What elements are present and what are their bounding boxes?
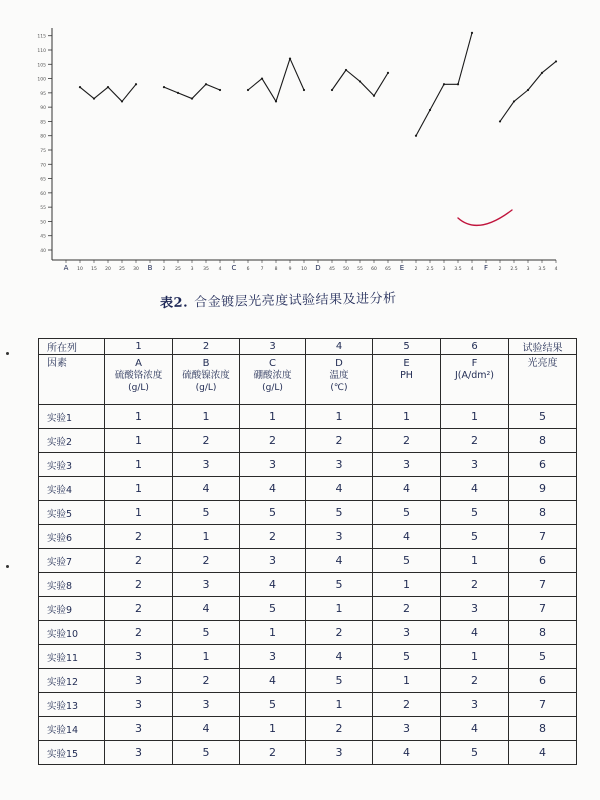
level-cell: 5	[306, 501, 373, 525]
y-tick-label: 40	[40, 249, 46, 254]
factor-unit: (℃)	[330, 383, 348, 393]
level-cell: 1	[441, 645, 509, 669]
factor-letter: A	[135, 358, 142, 369]
experiment-name: 实验4	[39, 477, 105, 501]
level-cell: 1	[105, 405, 173, 429]
level-cell: 2	[105, 621, 173, 645]
y-tick-label: 70	[40, 163, 46, 169]
factor-letter: B	[202, 358, 210, 369]
x-tick-label: E	[399, 264, 405, 272]
annotation-layer	[458, 210, 512, 225]
level-cell: 1	[441, 405, 509, 429]
x-tick-label: 2	[498, 267, 502, 272]
data-point	[555, 60, 557, 62]
level-cell: 5	[240, 597, 306, 621]
x-tick-label: 10	[301, 267, 307, 272]
result-subheader: 光亮度	[527, 358, 558, 369]
level-cell: 3	[173, 453, 240, 477]
data-point	[275, 100, 277, 102]
data-point	[121, 100, 123, 102]
level-cell: 2	[173, 549, 240, 573]
level-cell: 1	[373, 573, 441, 597]
table-row	[39, 597, 577, 621]
level-cell: 5	[306, 669, 373, 693]
level-cell: 5	[173, 741, 240, 765]
level-cell: 4	[173, 477, 240, 501]
result-subheader-cell	[509, 355, 577, 405]
data-point	[93, 97, 95, 99]
x-tick-label: 4	[554, 267, 558, 272]
factor-name: PH	[400, 370, 413, 381]
level-cell: 4	[373, 525, 441, 549]
data-point	[429, 109, 431, 111]
table-row	[39, 453, 577, 477]
x-tick-label: 60	[371, 267, 377, 272]
x-tick-label: 25	[119, 267, 125, 272]
x-axis	[52, 260, 558, 272]
x-tick-label: 3	[442, 267, 446, 272]
experiment-name: 实验15	[39, 741, 105, 765]
level-cell: 5	[441, 741, 509, 765]
results-table	[38, 338, 577, 765]
header-row-factors	[39, 355, 577, 405]
level-cell: 2	[306, 621, 373, 645]
x-tick-label: C	[231, 264, 237, 272]
factor-cell	[173, 355, 240, 405]
level-cell: 4	[240, 669, 306, 693]
level-cell: 1	[105, 501, 173, 525]
x-tick-label: 6	[246, 267, 250, 272]
level-cell: 3	[105, 645, 173, 669]
y-tick-label: 105	[37, 63, 46, 69]
x-tick-label: 3.5	[454, 267, 462, 272]
level-cell: 2	[105, 573, 173, 597]
data-point	[443, 83, 445, 85]
column-number: 1	[105, 339, 173, 355]
level-cell: 3	[173, 573, 240, 597]
level-cell: 1	[306, 597, 373, 621]
series-line-C	[248, 59, 304, 102]
factor-cell	[105, 355, 173, 405]
result-cell: 7	[509, 597, 577, 621]
x-tick-label: 8	[274, 267, 278, 272]
table-row	[39, 573, 577, 597]
level-cell: 1	[105, 453, 173, 477]
factor-letter: C	[269, 358, 276, 369]
level-cell: 3	[240, 453, 306, 477]
factor-name: 硫酸镍浓度	[182, 370, 230, 381]
y-tick-label: 90	[40, 106, 46, 112]
x-tick-label: 3.5	[538, 267, 546, 272]
level-cell: 4	[441, 717, 509, 741]
result-cell: 6	[509, 549, 577, 573]
level-cell: 1	[441, 549, 509, 573]
level-cell: 4	[306, 477, 373, 501]
level-cell: 3	[441, 453, 509, 477]
level-cell: 5	[373, 549, 441, 573]
scan-dot	[6, 565, 9, 568]
factor-cell	[306, 355, 373, 405]
level-cell: 3	[306, 525, 373, 549]
result-cell: 8	[509, 717, 577, 741]
x-tick-label: 4	[470, 267, 474, 272]
level-cell: 1	[173, 405, 240, 429]
series-line-B	[164, 84, 220, 98]
data-point	[219, 89, 221, 91]
column-number: 2	[173, 339, 240, 355]
x-tick-label: 50	[343, 267, 349, 272]
data-point	[345, 69, 347, 71]
level-cell: 2	[306, 429, 373, 453]
table-row	[39, 741, 577, 765]
series-layer	[79, 32, 557, 137]
data-point	[373, 95, 375, 97]
x-tick-label: 30	[133, 267, 139, 272]
x-tick-label: 2.5	[510, 267, 518, 272]
level-cell: 4	[373, 741, 441, 765]
level-cell: 4	[240, 573, 306, 597]
level-cell: 2	[105, 597, 173, 621]
level-cell: 4	[306, 645, 373, 669]
data-point	[331, 89, 333, 91]
y-tick-label: 115	[37, 34, 46, 40]
level-cell: 1	[373, 669, 441, 693]
result-cell: 5	[509, 405, 577, 429]
level-cell: 4	[306, 549, 373, 573]
result-cell: 7	[509, 693, 577, 717]
level-cell: 1	[240, 621, 306, 645]
level-cell: 2	[373, 693, 441, 717]
table-row	[39, 645, 577, 669]
data-point	[457, 83, 459, 85]
level-cell: 3	[441, 693, 509, 717]
column-number: 5	[373, 339, 441, 355]
result-cell: 8	[509, 501, 577, 525]
level-cell: 2	[105, 549, 173, 573]
table-row	[39, 669, 577, 693]
experiment-name: 实验11	[39, 645, 105, 669]
line-chart	[0, 0, 600, 290]
level-cell: 2	[240, 525, 306, 549]
result-cell: 8	[509, 429, 577, 453]
y-tick-label: 65	[40, 177, 46, 183]
level-cell: 3	[105, 669, 173, 693]
x-tick-label: 20	[105, 267, 111, 272]
level-cell: 2	[240, 741, 306, 765]
y-tick-label: 60	[40, 191, 46, 197]
level-cell: 3	[373, 717, 441, 741]
x-tick-label: 4	[218, 267, 222, 272]
level-cell: 5	[373, 501, 441, 525]
y-tick-label: 95	[40, 91, 46, 97]
level-cell: 2	[173, 669, 240, 693]
factor-name: J(A/dm²)	[454, 370, 494, 381]
data-point	[177, 92, 179, 94]
level-cell: 3	[105, 693, 173, 717]
level-cell: 1	[306, 693, 373, 717]
result-cell: 6	[509, 669, 577, 693]
level-cell: 2	[441, 429, 509, 453]
data-point	[191, 97, 193, 99]
x-tick-label: 3	[526, 267, 530, 272]
level-cell: 1	[240, 405, 306, 429]
data-point	[541, 72, 543, 74]
level-cell: 3	[306, 453, 373, 477]
data-point	[163, 86, 165, 88]
experiment-name: 实验13	[39, 693, 105, 717]
x-tick-label: 65	[385, 267, 391, 272]
result-header: 试验结果	[509, 339, 577, 355]
header-row-columns	[39, 339, 577, 355]
x-tick-label: 2.5	[426, 267, 434, 272]
table-row	[39, 549, 577, 573]
experiment-name: 实验7	[39, 549, 105, 573]
table-row	[39, 621, 577, 645]
experiment-name: 实验5	[39, 501, 105, 525]
level-cell: 1	[105, 429, 173, 453]
x-tick-label: B	[147, 264, 153, 272]
result-cell: 6	[509, 453, 577, 477]
level-cell: 1	[373, 405, 441, 429]
result-cell: 8	[509, 621, 577, 645]
factor-unit: (g/L)	[128, 383, 149, 393]
factor-letter: E	[403, 358, 410, 369]
y-tick-label: 55	[40, 206, 46, 212]
data-point	[499, 120, 501, 122]
result-cell: 4	[509, 741, 577, 765]
corner-factor-label: 因素	[39, 355, 105, 405]
result-cell: 5	[509, 645, 577, 669]
level-cell: 2	[441, 573, 509, 597]
x-tick-label: 15	[91, 267, 97, 272]
level-cell: 3	[240, 549, 306, 573]
experiment-name: 实验14	[39, 717, 105, 741]
x-tick-label: 2	[414, 267, 418, 272]
data-point	[513, 100, 515, 102]
level-cell: 4	[441, 621, 509, 645]
data-point	[359, 80, 361, 82]
table-row	[39, 717, 577, 741]
level-cell: 1	[306, 405, 373, 429]
level-cell: 2	[105, 525, 173, 549]
factor-unit: (g/L)	[262, 383, 283, 393]
level-cell: 2	[240, 429, 306, 453]
y-tick-label: 100	[37, 77, 46, 83]
data-point	[107, 86, 109, 88]
column-number: 3	[240, 339, 306, 355]
factor-cell	[441, 355, 509, 405]
result-cell: 9	[509, 477, 577, 501]
column-number: 4	[306, 339, 373, 355]
level-cell: 2	[373, 429, 441, 453]
experiment-name: 实验9	[39, 597, 105, 621]
table-row	[39, 693, 577, 717]
factor-letter: D	[335, 358, 343, 369]
caption-text: 合金镀层光亮度试验结果及进分析	[193, 291, 397, 311]
data-point	[415, 135, 417, 137]
y-tick-label: 85	[40, 120, 46, 126]
x-tick-label: F	[483, 264, 489, 272]
series-line-F	[500, 61, 556, 121]
experiment-name: 实验12	[39, 669, 105, 693]
x-tick-label: 10	[77, 267, 83, 272]
table-row	[39, 405, 577, 429]
level-cell: 5	[240, 501, 306, 525]
red-arc-annotation	[458, 210, 512, 225]
table-row	[39, 501, 577, 525]
level-cell: 3	[441, 597, 509, 621]
factor-name: 硼酸浓度	[253, 370, 292, 381]
factor-letter: F	[471, 358, 478, 369]
level-cell: 5	[306, 573, 373, 597]
level-cell: 2	[441, 669, 509, 693]
x-tick-label: 25	[175, 267, 181, 272]
factor-name: 温度	[329, 370, 349, 381]
experiment-name: 实验6	[39, 525, 105, 549]
level-cell: 1	[173, 645, 240, 669]
column-number: 6	[441, 339, 509, 355]
y-tick-label: 50	[40, 220, 46, 226]
x-tick-label: 35	[203, 267, 209, 272]
x-tick-label: 2	[162, 267, 166, 272]
factor-name: 硫酸铬浓度	[114, 370, 163, 381]
level-cell: 5	[240, 693, 306, 717]
result-cell: 7	[509, 573, 577, 597]
level-cell: 5	[173, 621, 240, 645]
factor-unit: (g/L)	[195, 383, 217, 393]
level-cell: 5	[373, 645, 441, 669]
level-cell: 4	[441, 477, 509, 501]
x-tick-label: 3	[190, 267, 194, 272]
level-cell: 4	[173, 597, 240, 621]
y-tick-label: 75	[40, 149, 46, 154]
level-cell: 3	[240, 645, 306, 669]
data-point	[79, 86, 81, 88]
level-cell: 2	[306, 717, 373, 741]
experiment-name: 实验2	[39, 429, 105, 453]
table-row	[39, 429, 577, 453]
x-tick-label: A	[63, 264, 69, 272]
level-cell: 5	[441, 501, 509, 525]
x-tick-label: D	[315, 264, 321, 272]
experiment-name: 实验8	[39, 573, 105, 597]
factor-cell	[240, 355, 306, 405]
factor-cell	[373, 355, 441, 405]
table-row	[39, 525, 577, 549]
data-point	[205, 83, 207, 85]
level-cell: 3	[105, 741, 173, 765]
data-point	[289, 57, 291, 59]
level-cell: 2	[173, 429, 240, 453]
orthogonal-table	[38, 338, 576, 765]
table-row	[39, 477, 577, 501]
x-tick-label: 45	[329, 267, 335, 272]
level-cell: 1	[173, 525, 240, 549]
level-cell: 3	[105, 717, 173, 741]
level-cell: 5	[173, 501, 240, 525]
corner-column-label: 所在列	[39, 339, 105, 355]
experiment-name: 实验1	[39, 405, 105, 429]
experiment-name: 实验10	[39, 621, 105, 645]
level-cell: 4	[373, 477, 441, 501]
y-tick-label: 80	[40, 134, 46, 140]
x-tick-label: 9	[288, 267, 292, 272]
data-point	[261, 77, 263, 79]
data-point	[527, 89, 529, 91]
y-axis	[37, 28, 52, 260]
level-cell: 5	[441, 525, 509, 549]
level-cell: 1	[105, 477, 173, 501]
data-point	[135, 83, 137, 85]
level-cell: 3	[373, 453, 441, 477]
level-cell: 3	[373, 621, 441, 645]
level-cell: 2	[373, 597, 441, 621]
result-cell: 7	[509, 525, 577, 549]
x-tick-label: 7	[260, 267, 264, 272]
experiment-name: 实验3	[39, 453, 105, 477]
data-point	[303, 89, 305, 91]
level-cell: 4	[240, 477, 306, 501]
level-cell: 4	[173, 717, 240, 741]
data-point	[247, 89, 249, 91]
series-line-D	[332, 70, 388, 96]
scan-dot	[6, 352, 9, 355]
y-tick-label: 45	[40, 234, 46, 240]
level-cell: 1	[240, 717, 306, 741]
data-point	[471, 32, 473, 34]
level-cell: 3	[173, 693, 240, 717]
y-tick-label: 110	[37, 49, 46, 54]
data-point	[387, 72, 389, 74]
caption-label: 表2.	[159, 295, 189, 312]
x-tick-label: 55	[357, 267, 363, 272]
level-cell: 3	[306, 741, 373, 765]
